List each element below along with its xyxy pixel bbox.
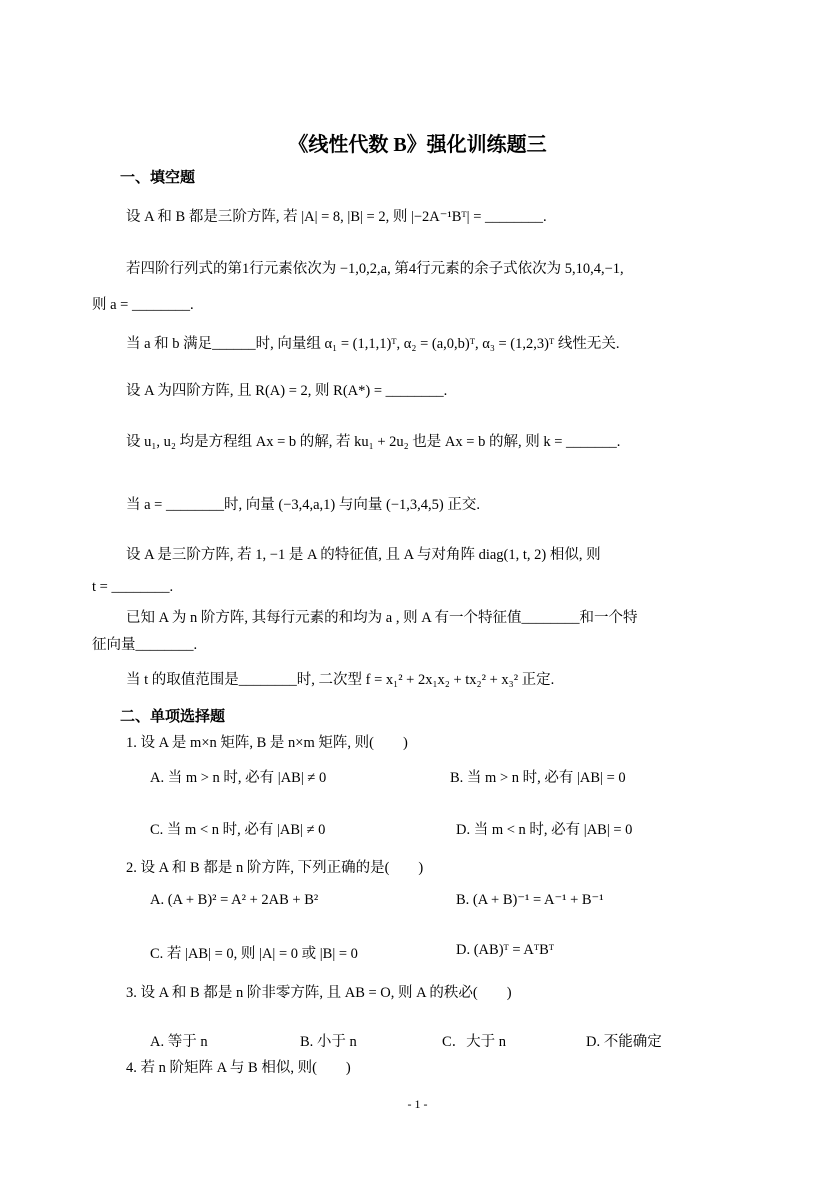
choice-3-option-c: C．大于 n — [442, 1034, 507, 1050]
fill-question-8-cont: 征向量________. — [92, 637, 198, 653]
fill-question-8: 已知 A 为 n 阶方阵, 其每行元素的和均为 a , 则 A 有一个特征值________和一个特 — [126, 610, 638, 626]
choice-2-option-a: A. (A + B)² = A² + 2AB + B² — [150, 892, 319, 908]
fill-question-2-cont: 则 a = ________. — [92, 297, 194, 313]
choice-question-3: 3. 设 A 和 B 都是 n 阶非零方阵, 且 AB = O, 则 A 的秩必( ) — [126, 985, 512, 1001]
choice-2-option-b: B. (A + B)⁻¹ = A⁻¹ + B⁻¹ — [456, 892, 604, 908]
fill-question-7: 设 A 是三阶方阵, 若 1, −1 是 A 的特征值, 且 A 与对角阵 diag(1, t, 2) 相似, 则 — [126, 547, 601, 563]
fill-question-3: 当 a 和 b 满足______时, 向量组 α₁ = (1,1,1)ᵀ, α₂ = (a,0,b)ᵀ, α₃ = (1,2,3)ᵀ 线性无关. — [126, 336, 620, 352]
fill-question-1: 设 A 和 B 都是三阶方阵, 若 |A| = 8, |B| = 2, 则 |−2A⁻¹Bᵀ| = ________. — [126, 209, 547, 225]
choice-3-option-d: D. 不能确定 — [586, 1034, 662, 1050]
fill-question-4: 设 A 为四阶方阵, 且 R(A) = 2, 则 R(A*) = ________. — [126, 383, 448, 399]
choice-question-4: 4. 若 n 阶矩阵 A 与 B 相似, 则( ) — [126, 1060, 351, 1076]
fill-question-7-cont: t = ________. — [92, 579, 174, 595]
section-fill-in: 一、填空题 — [120, 170, 196, 186]
fill-question-2: 若四阶行列式的第1行元素依次为 −1,0,2,a, 第4行元素的余子式依次为 5,10,4,−1, — [126, 261, 624, 277]
choice-3-option-b: B. 小于 n — [300, 1034, 357, 1050]
fill-question-5: 设 u₁, u₂ 均是方程组 Ax = b 的解, 若 ku₁ + 2u₂ 也是 Ax = b 的解, 则 k = _______. — [126, 434, 621, 450]
choice-question-2: 2. 设 A 和 B 都是 n 阶方阵, 下列正确的是( ) — [126, 860, 424, 876]
choice-2-option-d: D. (AB)ᵀ = AᵀBᵀ — [456, 942, 555, 958]
choice-question-1: 1. 设 A 是 m×n 矩阵, B 是 n×m 矩阵, 则( ) — [126, 735, 408, 751]
fill-question-9: 当 t 的取值范围是________时, 二次型 f = x₁² + 2x₁x₂ + tx₂² + x₃² 正定. — [126, 672, 555, 688]
fill-question-6: 当 a = ________时, 向量 (−3,4,a,1) 与向量 (−1,3,4,5) 正交. — [126, 497, 480, 513]
choice-2-option-c: C. 若 |AB| = 0, 则 |A| = 0 或 |B| = 0 — [150, 946, 358, 962]
choice-1-option-d: D. 当 m < n 时, 必有 |AB| = 0 — [456, 822, 633, 838]
choice-1-option-a: A. 当 m > n 时, 必有 |AB| ≠ 0 — [150, 770, 327, 786]
section-single-choice: 二、单项选择题 — [120, 709, 226, 725]
choice-1-option-b: B. 当 m > n 时, 必有 |AB| = 0 — [450, 770, 626, 786]
document-title: 《线性代数 B》强化训练题三 — [288, 134, 547, 156]
choice-3-option-a: A. 等于 n — [150, 1034, 208, 1050]
page-number: - 1 - — [407, 1097, 428, 1111]
choice-1-option-c: C. 当 m < n 时, 必有 |AB| ≠ 0 — [150, 822, 326, 838]
